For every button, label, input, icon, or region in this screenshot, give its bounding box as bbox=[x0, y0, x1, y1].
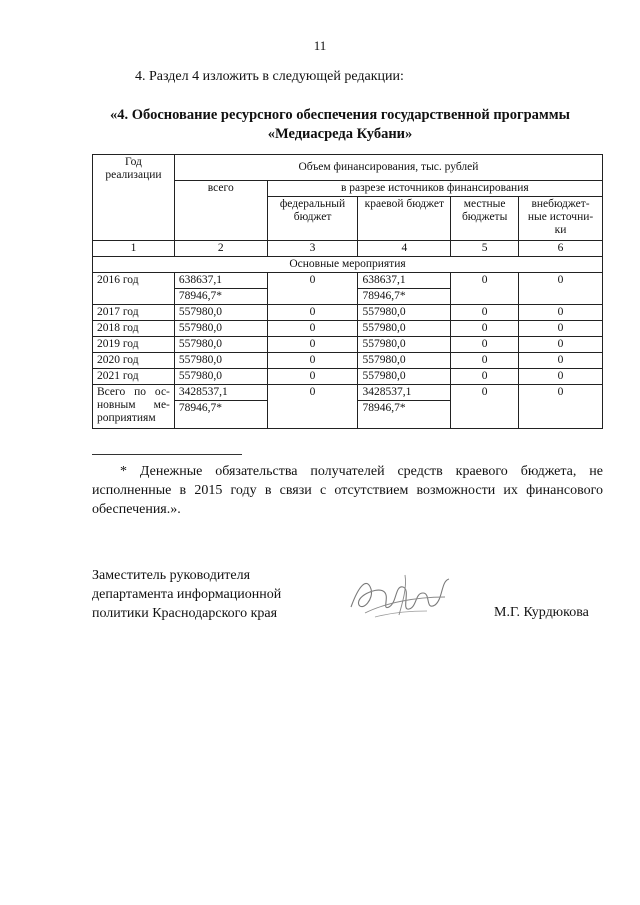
header-year: Год реализации bbox=[93, 155, 175, 241]
regional-cell: 3428537,1 bbox=[358, 385, 451, 401]
federal-cell: 0 bbox=[267, 369, 358, 385]
local-cell: 0 bbox=[451, 305, 519, 321]
signatory-line: департамента информационной bbox=[92, 587, 282, 602]
regional-cell: 557980,0 bbox=[358, 353, 451, 369]
col-number: 6 bbox=[519, 241, 603, 257]
regional-sub-cell: 78946,7* bbox=[358, 289, 451, 305]
col-number: 1 bbox=[93, 241, 175, 257]
regional-cell: 638637,1 bbox=[358, 273, 451, 289]
signatory-line: Заместитель руководителя bbox=[92, 568, 251, 583]
table-row bbox=[93, 305, 603, 321]
header-total: всего bbox=[174, 181, 267, 241]
header-by-source: в разрезе источников финансирования bbox=[267, 181, 602, 197]
header-local: местные бюджеты bbox=[451, 197, 519, 241]
header-regional: краевой бюджет bbox=[358, 197, 451, 241]
extra-cell: 0 bbox=[519, 369, 603, 385]
section-label: Основные мероприятия bbox=[93, 257, 603, 273]
total-cell: 557980,0 bbox=[174, 337, 267, 353]
header-extra: внебюджет-ные источни-ки bbox=[519, 197, 603, 241]
table-row-2016 bbox=[93, 273, 603, 289]
year-cell: 2017 год bbox=[93, 305, 175, 321]
table-row bbox=[93, 369, 603, 385]
section-row bbox=[93, 257, 603, 273]
year-cell: 2019 год bbox=[93, 337, 175, 353]
total-label-line: новным ме- bbox=[97, 399, 170, 411]
federal-cell: 0 bbox=[267, 385, 358, 429]
federal-cell: 0 bbox=[267, 321, 358, 337]
section-title-line1: «4. Обоснование ресурсного обеспечения государственной программы bbox=[110, 107, 570, 123]
column-number-row bbox=[93, 241, 603, 257]
local-cell: 0 bbox=[451, 321, 519, 337]
total-cell: 557980,0 bbox=[174, 321, 267, 337]
table-row bbox=[93, 321, 603, 337]
handwritten-signature bbox=[345, 567, 460, 627]
footnote-rule bbox=[92, 454, 242, 455]
total-sub-cell: 78946,7* bbox=[174, 289, 267, 305]
col-number: 4 bbox=[358, 241, 451, 257]
intro-text: 4. Раздел 4 изложить в следующей редакции: bbox=[135, 69, 404, 84]
page-number: 11 bbox=[313, 38, 327, 53]
extra-cell: 0 bbox=[519, 273, 603, 305]
extra-cell: 0 bbox=[519, 337, 603, 353]
total-label-line: Всего по ос- bbox=[97, 386, 170, 398]
regional-cell: 557980,0 bbox=[358, 305, 451, 321]
regional-cell: 557980,0 bbox=[358, 369, 451, 385]
section-title bbox=[90, 106, 590, 144]
signatory-line: политики Краснодарского края bbox=[92, 606, 278, 621]
col-number: 3 bbox=[267, 241, 358, 257]
regional-sub-cell: 78946,7* bbox=[358, 401, 451, 429]
total-label-line: роприятиям bbox=[97, 412, 156, 424]
total-cell: 3428537,1 bbox=[174, 385, 267, 401]
header-row-1 bbox=[93, 155, 603, 181]
table-row bbox=[93, 337, 603, 353]
regional-cell: 557980,0 bbox=[358, 321, 451, 337]
signatory-title bbox=[92, 566, 281, 623]
federal-cell: 0 bbox=[267, 353, 358, 369]
table-row bbox=[93, 353, 603, 369]
table-row-total bbox=[93, 385, 603, 401]
year-cell: 2020 год bbox=[93, 353, 175, 369]
extra-cell: 0 bbox=[519, 353, 603, 369]
total-sub-cell: 78946,7* bbox=[174, 401, 267, 429]
total-cell: 557980,0 bbox=[174, 369, 267, 385]
total-cell: 557980,0 bbox=[174, 305, 267, 321]
local-cell: 0 bbox=[451, 369, 519, 385]
federal-cell: 0 bbox=[267, 337, 358, 353]
footnote: * Денежные обязательства получателей средств краевого бюджета, не исполненные в 2015 году в связи с отсутствием возможности их финансового обеспечения.». bbox=[92, 464, 603, 517]
total-cell: 557980,0 bbox=[174, 353, 267, 369]
local-cell: 0 bbox=[451, 273, 519, 305]
total-label-cell bbox=[93, 385, 175, 429]
year-cell: 2016 год bbox=[93, 273, 175, 305]
extra-cell: 0 bbox=[519, 321, 603, 337]
signatory-name: М.Г. Курдюкова bbox=[494, 605, 589, 620]
year-cell: 2018 год bbox=[93, 321, 175, 337]
section-title-line2: «Медиасреда Кубани» bbox=[267, 126, 413, 142]
extra-cell: 0 bbox=[519, 385, 603, 429]
federal-cell: 0 bbox=[267, 273, 358, 305]
local-cell: 0 bbox=[451, 353, 519, 369]
year-cell: 2021 год bbox=[93, 369, 175, 385]
col-number: 5 bbox=[451, 241, 519, 257]
financing-table bbox=[92, 154, 603, 429]
total-cell: 638637,1 bbox=[174, 273, 267, 289]
header-volume: Объем финансирования, тыс. рублей bbox=[174, 155, 602, 181]
col-number: 2 bbox=[174, 241, 267, 257]
local-cell: 0 bbox=[451, 337, 519, 353]
regional-cell: 557980,0 bbox=[358, 337, 451, 353]
header-federal: федеральный бюджет bbox=[267, 197, 358, 241]
federal-cell: 0 bbox=[267, 305, 358, 321]
local-cell: 0 bbox=[451, 385, 519, 429]
extra-cell: 0 bbox=[519, 305, 603, 321]
